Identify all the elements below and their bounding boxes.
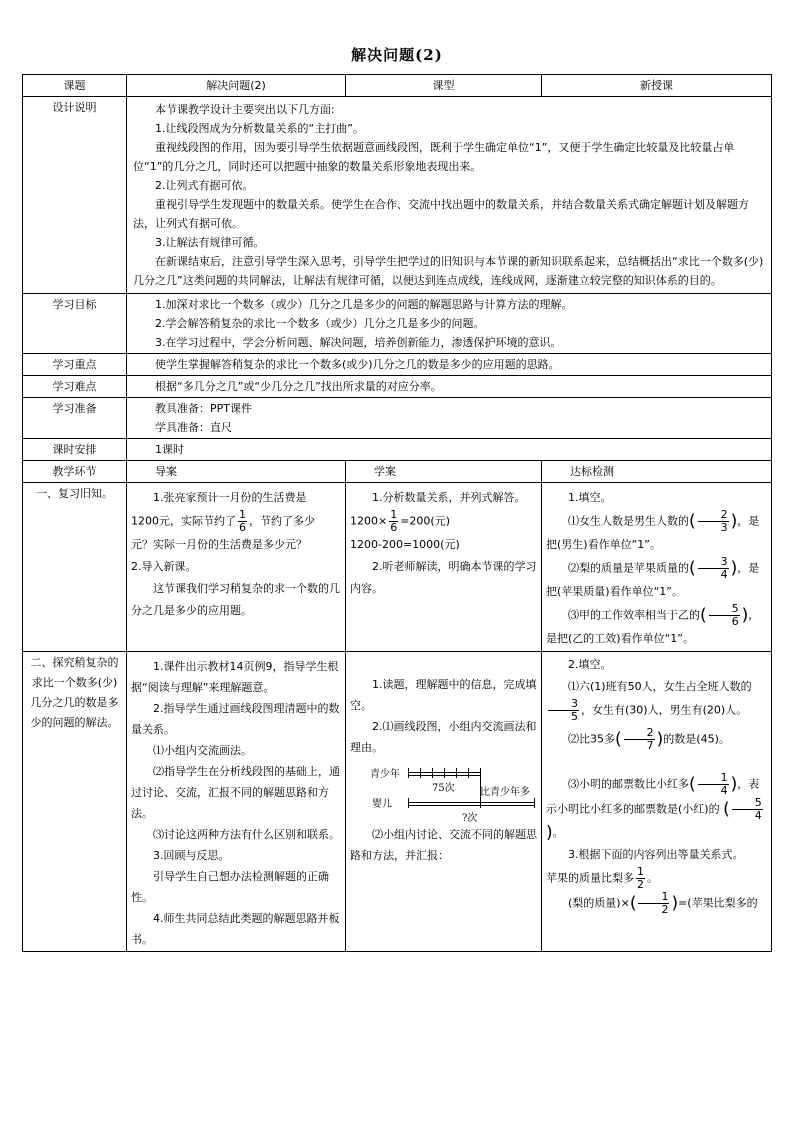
diagram-compare-label: 比青少年多 xyxy=(480,787,530,798)
design-point-2-text: 重视引导学生发现题中的数量关系。使学生在合作、交流中找出题中的数量关系，并结合数量关系式确定解题计划及解题方法，让列式有据可依。 xyxy=(133,198,749,230)
guide-text: 1.课件出示教材14页例9，指导学生根据“阅读与理解”来理解题意。 xyxy=(131,660,339,694)
study-text: ⑵小组内讨论、交流不同的解题思路和方法，并汇报： xyxy=(350,828,537,862)
design-point-3: 3.让解法有规律可循。 xyxy=(155,236,265,249)
study-text: 1.分析数量关系，并列式解答。 xyxy=(372,491,526,504)
guide-text: 2.导入新课。 xyxy=(131,560,197,573)
guide-text: 4.师生共同总结此类题的解题思路并板书。 xyxy=(131,912,340,946)
section1-test xyxy=(542,483,772,652)
design-row xyxy=(23,97,772,294)
test-text: ⑵梨的质量是苹果质量的( $\frac{3}{4}$ )，是 xyxy=(568,555,760,581)
fraction: $\frac{1}{2}$ xyxy=(637,865,644,891)
difficulty-text: 根据“多几分之几”或“少几分之几”找出所求量的对应分率。 xyxy=(155,380,442,393)
study-text: 1.读题，理解题中的信息，完成填空。 xyxy=(350,678,537,712)
fraction: $\frac{3}{5}$ xyxy=(548,698,579,723)
fraction: $\frac{2}{7}$ xyxy=(624,727,655,752)
prep-teacher: 教具准备：PPT课件 xyxy=(155,402,252,415)
diagram-unknown: ?次 xyxy=(462,813,478,824)
section2-study xyxy=(346,652,542,952)
fraction: $\frac{5}{6}$ xyxy=(709,603,740,628)
guide-text: ⑴小组内交流画法。 xyxy=(153,744,252,757)
design-content xyxy=(127,97,772,294)
test-text: 2.填空。 xyxy=(568,658,612,671)
lesson-plan-table xyxy=(22,74,772,952)
diagram-youth-count: 75次 xyxy=(432,783,455,794)
fraction: $\frac{1}{2}$ xyxy=(638,891,669,916)
test-text: (梨的质量)×( $\frac{1}{2}$ )=(苹果比梨多的 xyxy=(568,890,758,916)
time-label: 课时安排 xyxy=(23,439,127,461)
design-label: 设计说明 xyxy=(23,97,127,294)
guide-text: 1200元，实际节约了 $\frac{1}{6}$ ，节约了多少 xyxy=(131,508,315,534)
test-text: 把(苹果质量)看作单位“1”。 xyxy=(546,585,683,598)
baby-segment-double xyxy=(408,805,534,806)
focus-text: 使学生掌握解答稍复杂的求比一个数多(或少)几分之几的数是多少的应用题的思路。 xyxy=(155,358,560,371)
focus-label: 学习重点 xyxy=(23,354,127,376)
kexing-label: 课型 xyxy=(346,75,542,97)
section1-row xyxy=(23,483,772,652)
section1-guide xyxy=(127,483,346,652)
test-text: ⑶甲的工作效率相当于乙的( $\frac{5}{6}$ )， xyxy=(568,602,760,628)
design-point-1-text: 重视线段图的作用，因为要引导学生依据题意画线段图，既利于学生确定单位“1”，又便于学生确定比较量及比较量占单位“1”的几分之几，同时还可以把题中抽象的数量关系形象地表现出来。 xyxy=(133,141,735,173)
keti-value: 解决问题(2) xyxy=(127,75,346,97)
fraction: $\frac{1}{6}$ xyxy=(239,508,246,534)
time-row xyxy=(23,439,772,461)
fraction: $\frac{2}{3}$ xyxy=(698,509,729,534)
prep-row xyxy=(23,398,772,439)
section2-test xyxy=(542,652,772,952)
difficulty-label: 学习难点 xyxy=(23,376,127,398)
fraction: $\frac{1}{4}$ xyxy=(698,772,729,797)
design-point-2: 2.让列式有据可依。 xyxy=(155,179,254,192)
study-text: 2.⑴画线段图，小组内交流画法和理由。 xyxy=(350,720,537,754)
guide-text: 引导学生自己想办法检测解题的正确性。 xyxy=(131,870,329,904)
section1-study xyxy=(346,483,542,652)
section2-row xyxy=(23,652,772,952)
goals-content xyxy=(127,294,772,354)
goals-row xyxy=(23,294,772,354)
design-intro: 本节课教学设计主要突出以下几方面: xyxy=(155,103,335,116)
header-row xyxy=(23,75,772,97)
goal-item: 3.在学习过程中，学会分析问题、解决问题，培养创新能力，渗透保护环境的意识。 xyxy=(155,336,562,349)
difficulty-row xyxy=(23,376,772,398)
focus-row xyxy=(23,354,772,376)
guide-text: 这节课我们学习稍复杂的求一个数的几分之几是多少的应用题。 xyxy=(131,582,340,617)
line-segment-diagram xyxy=(350,762,537,822)
section2-stage: 二、探究稍复杂的求比一个数多(少)几分之几的数是多少的问题的解法。 xyxy=(23,652,127,952)
col-study: 学案 xyxy=(346,461,542,483)
test-text: 3.根据下面的内容列出等量关系式。 xyxy=(568,848,744,861)
guide-text: 2.指导学生通过画线段图理清题中的数量关系。 xyxy=(131,702,340,736)
test-text: 1.填空。 xyxy=(568,491,612,504)
kexing-value: 新授课 xyxy=(542,75,772,97)
test-text: ⑵比35多( $\frac{2}{7}$ )的数是(45)。 xyxy=(568,726,730,752)
test-text: ⑴女生人数是男生人数的( $\frac{2}{3}$ )，是 xyxy=(568,508,760,534)
goal-item: 1.加深对求比一个数多（或少）几分之几是多少的问题的解题思路与计算方法的理解。 xyxy=(155,298,573,311)
design-point-3-text: 在新课结束后，注意引导学生深入思考，引导学生把学过的旧知识与本节课的新知识联系起来，总结概括出“求比一个数多(少)几分之几”这类问题的共同解法，让解法有规律可循，以便达到连点成线，连线成网，逐渐建立较完整的知识体系的目的。 xyxy=(133,255,764,287)
study-text: 1200-200=1000(元) xyxy=(350,538,460,551)
guide-text: 1.张亮家预计一月份的生活费是 xyxy=(153,491,307,504)
columns-row xyxy=(23,461,772,483)
test-text: ⑴六(1)班有50人，女生占全班人数的 $\frac{3}{5}$ ，女生有(30)人，男生有(20)人。 xyxy=(546,676,767,723)
design-point-1: 1.让线段图成为分析数量关系的“主打曲”。 xyxy=(155,122,364,135)
guide-text: ⑵指导学生在分析线段图的基础上，通过讨论、交流，汇报不同的解题思路和方法。 xyxy=(131,765,340,820)
col-stage: 教学环节 xyxy=(23,461,127,483)
baby-segment xyxy=(408,802,534,803)
prep-student: 学具准备：直尺 xyxy=(155,421,232,434)
test-text: ⑶小明的邮票数比小红多( $\frac{1}{4}$ )，表示小明比小红多的邮票数是(小红)的 ( $\frac{5}{4}$ )。 xyxy=(546,771,762,843)
section1-stage: 一、复习旧知。 xyxy=(23,483,127,652)
guide-text: 元？实际一月份的生活费是多少元？ xyxy=(131,538,307,551)
test-text: 把(男生)看作单位“1”。 xyxy=(546,538,661,551)
prep-label: 学习准备 xyxy=(23,398,127,439)
fraction: $\frac{5}{4}$ xyxy=(732,797,763,822)
guide-text: 3.回顾与反思。 xyxy=(153,849,230,862)
col-test: 达标检测 xyxy=(542,461,772,483)
page-title: 解决问题(2) xyxy=(351,46,443,64)
guide-text: ⑶讨论这两种方法有什么区别和联系。 xyxy=(153,828,340,841)
time-text: 1课时 xyxy=(155,443,184,456)
col-guide: 导案 xyxy=(127,461,346,483)
study-text: 2.听老师解读，明确本节课的学习内容。 xyxy=(350,560,537,595)
fraction: $\frac{1}{6}$ xyxy=(390,508,398,534)
diagram-baby-label: 婴儿 xyxy=(372,799,392,810)
diagram-youth-label: 青少年 xyxy=(370,769,400,780)
goals-label: 学习目标 xyxy=(23,294,127,354)
fraction: $\frac{3}{4}$ xyxy=(698,556,729,581)
test-text: 苹果的质量比梨多 $\frac{1}{2}$ 。 xyxy=(546,865,658,891)
keti-label: 课题 xyxy=(23,75,127,97)
test-text: 是把(乙的工效)看作单位“1”。 xyxy=(546,632,694,645)
section2-guide xyxy=(127,652,346,952)
goal-item: 2.学会解答稍复杂的求比一个数多（或少）几分之几是多少的问题。 xyxy=(155,317,485,330)
study-text: 1200× $\frac{1}{6}$ =200(元) xyxy=(350,508,451,534)
